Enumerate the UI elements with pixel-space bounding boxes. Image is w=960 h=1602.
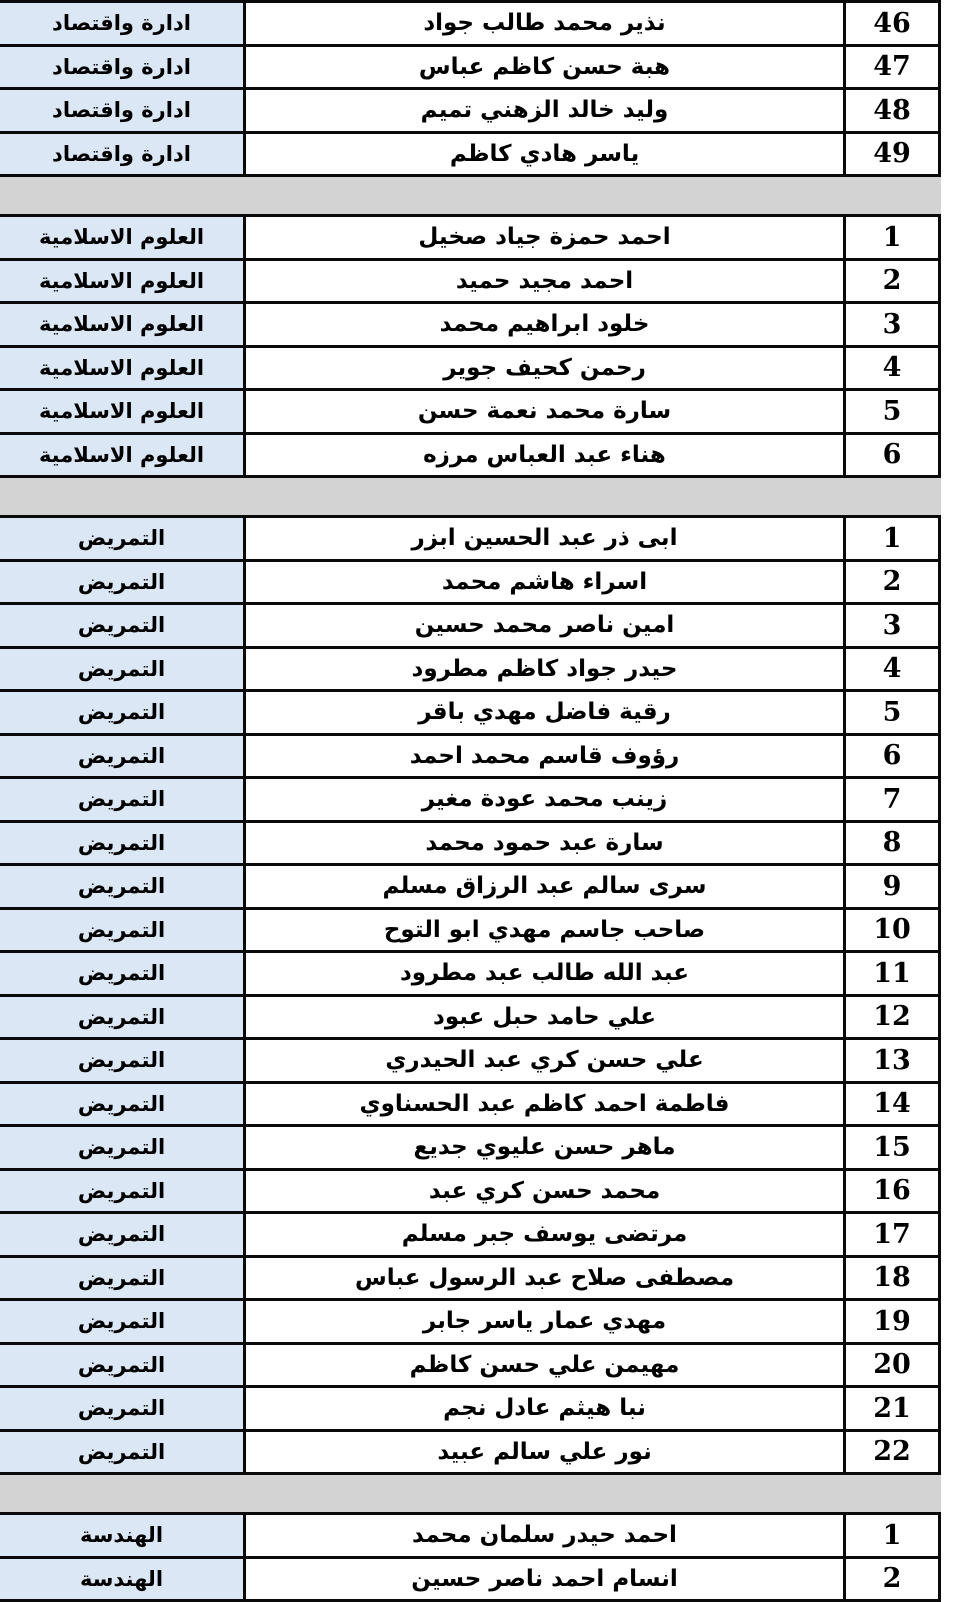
student-name-cell: مهدي عمار ياسر جابر bbox=[246, 1301, 846, 1342]
student-name-cell: مرتضى يوسف جبر مسلم bbox=[246, 1214, 846, 1255]
student-name-cell: ماهر حسن عليوي جديع bbox=[246, 1127, 846, 1168]
row-number-cell: 9 bbox=[846, 866, 941, 907]
table-row bbox=[0, 1515, 941, 1559]
table-row bbox=[0, 3, 941, 47]
student-name-cell: اسراء هاشم محمد bbox=[246, 562, 846, 603]
table-row bbox=[0, 518, 941, 562]
table-row bbox=[0, 90, 941, 134]
student-name-cell: سرى سالم عبد الرزاق مسلم bbox=[246, 866, 846, 907]
student-name-cell: احمد حيدر سلمان محمد bbox=[246, 1515, 846, 1556]
table-row bbox=[0, 1345, 941, 1389]
department-cell: التمريض bbox=[0, 518, 246, 559]
row-number-cell: 13 bbox=[846, 1040, 941, 1081]
student-name-cell: عبد الله طالب عبد مطرود bbox=[246, 953, 846, 994]
department-cell: التمريض bbox=[0, 1040, 246, 1081]
department-cell: التمريض bbox=[0, 779, 246, 820]
student-name-cell: هناء عبد العباس مرزه bbox=[246, 435, 846, 476]
table-row bbox=[0, 910, 941, 954]
department-cell: التمريض bbox=[0, 692, 246, 733]
department-cell: التمريض bbox=[0, 1345, 246, 1386]
table-row bbox=[0, 1388, 941, 1432]
department-cell: التمريض bbox=[0, 1432, 246, 1473]
student-name-cell: احمد مجيد حميد bbox=[246, 261, 846, 302]
row-number-cell: 1 bbox=[846, 518, 941, 559]
table-row bbox=[0, 217, 941, 261]
student-name-cell: انسام احمد ناصر حسين bbox=[246, 1559, 846, 1600]
student-name-cell: سارة محمد نعمة حسن bbox=[246, 391, 846, 432]
table-row bbox=[0, 562, 941, 606]
department-cell: ادارة واقتصاد bbox=[0, 90, 246, 131]
row-number-cell: 2 bbox=[846, 261, 941, 302]
department-cell: العلوم الاسلامية bbox=[0, 391, 246, 432]
student-name-cell: سارة عبد حمود محمد bbox=[246, 823, 846, 864]
table-row bbox=[0, 736, 941, 780]
student-name-cell: مهيمن علي حسن كاظم bbox=[246, 1345, 846, 1386]
student-name-cell: صاحب جاسم مهدي ابو التوح bbox=[246, 910, 846, 951]
row-number-cell: 49 bbox=[846, 134, 941, 175]
row-number-cell: 3 bbox=[846, 605, 941, 646]
table-row bbox=[0, 1214, 941, 1258]
row-number-cell: 2 bbox=[846, 562, 941, 603]
row-number-cell: 12 bbox=[846, 997, 941, 1038]
department-cell: ادارة واقتصاد bbox=[0, 47, 246, 88]
department-cell: الهندسة bbox=[0, 1515, 246, 1556]
row-number-cell: 17 bbox=[846, 1214, 941, 1255]
student-name-cell: نبا هيثم عادل نجم bbox=[246, 1388, 846, 1429]
department-cell: التمريض bbox=[0, 910, 246, 951]
row-number-cell: 4 bbox=[846, 649, 941, 690]
student-name-cell: فاطمة احمد كاظم عبد الحسناوي bbox=[246, 1084, 846, 1125]
department-cell: التمريض bbox=[0, 997, 246, 1038]
row-number-cell: 1 bbox=[846, 217, 941, 258]
department-cell: التمريض bbox=[0, 736, 246, 777]
row-number-cell: 1 bbox=[846, 1515, 941, 1556]
department-cell: ادارة واقتصاد bbox=[0, 134, 246, 175]
department-cell: التمريض bbox=[0, 1084, 246, 1125]
row-number-cell: 16 bbox=[846, 1171, 941, 1212]
table-row bbox=[0, 47, 941, 91]
row-number-cell: 18 bbox=[846, 1258, 941, 1299]
table-row bbox=[0, 997, 941, 1041]
student-name-cell: خلود ابراهيم محمد bbox=[246, 304, 846, 345]
table-row bbox=[0, 348, 941, 392]
section-separator bbox=[0, 177, 941, 217]
student-name-cell: ابى ذر عبد الحسين ابزر bbox=[246, 518, 846, 559]
student-name-cell: امين ناصر محمد حسين bbox=[246, 605, 846, 646]
section-separator bbox=[0, 1475, 941, 1515]
table-row bbox=[0, 1040, 941, 1084]
row-number-cell: 3 bbox=[846, 304, 941, 345]
row-number-cell: 5 bbox=[846, 692, 941, 733]
student-name-cell: علي حامد حبل عبود bbox=[246, 997, 846, 1038]
student-name-cell: رؤوف قاسم محمد احمد bbox=[246, 736, 846, 777]
student-name-cell: نور علي سالم عبيد bbox=[246, 1432, 846, 1473]
table-row bbox=[0, 134, 941, 178]
row-number-cell: 48 bbox=[846, 90, 941, 131]
department-cell: التمريض bbox=[0, 562, 246, 603]
student-name-cell: نذير محمد طالب جواد bbox=[246, 3, 846, 44]
department-cell: التمريض bbox=[0, 605, 246, 646]
table-row bbox=[0, 1559, 941, 1602]
table-row bbox=[0, 304, 941, 348]
department-cell: التمريض bbox=[0, 1214, 246, 1255]
department-cell: التمريض bbox=[0, 1258, 246, 1299]
table-row bbox=[0, 1258, 941, 1302]
row-number-cell: 20 bbox=[846, 1345, 941, 1386]
table-row bbox=[0, 1084, 941, 1128]
department-cell: التمريض bbox=[0, 866, 246, 907]
department-cell: العلوم الاسلامية bbox=[0, 348, 246, 389]
table-row bbox=[0, 953, 941, 997]
table-row bbox=[0, 1432, 941, 1476]
row-number-cell: 10 bbox=[846, 910, 941, 951]
row-number-cell: 22 bbox=[846, 1432, 941, 1473]
row-number-cell: 11 bbox=[846, 953, 941, 994]
table-row bbox=[0, 1127, 941, 1171]
student-name-cell: رقية فاضل مهدي باقر bbox=[246, 692, 846, 733]
student-name-cell: احمد حمزة جياد صخيل bbox=[246, 217, 846, 258]
table-row bbox=[0, 1171, 941, 1215]
table-row bbox=[0, 866, 941, 910]
student-name-cell: هبة حسن كاظم عباس bbox=[246, 47, 846, 88]
department-cell: التمريض bbox=[0, 823, 246, 864]
department-cell: العلوم الاسلامية bbox=[0, 304, 246, 345]
student-name-cell: حيدر جواد كاظم مطرود bbox=[246, 649, 846, 690]
department-cell: التمريض bbox=[0, 953, 246, 994]
row-number-cell: 5 bbox=[846, 391, 941, 432]
student-name-cell: مصطفى صلاح عبد الرسول عباس bbox=[246, 1258, 846, 1299]
department-cell: العلوم الاسلامية bbox=[0, 217, 246, 258]
department-cell: التمريض bbox=[0, 649, 246, 690]
section-separator bbox=[0, 478, 941, 518]
table-row bbox=[0, 692, 941, 736]
department-cell: التمريض bbox=[0, 1171, 246, 1212]
table-row bbox=[0, 391, 941, 435]
table-row bbox=[0, 605, 941, 649]
table-row bbox=[0, 261, 941, 305]
student-name-cell: ياسر هادي كاظم bbox=[246, 134, 846, 175]
table-row bbox=[0, 1301, 941, 1345]
row-number-cell: 19 bbox=[846, 1301, 941, 1342]
department-cell: التمريض bbox=[0, 1388, 246, 1429]
row-number-cell: 21 bbox=[846, 1388, 941, 1429]
department-cell: الهندسة bbox=[0, 1559, 246, 1600]
table-row bbox=[0, 779, 941, 823]
row-number-cell: 6 bbox=[846, 435, 941, 476]
department-cell: العلوم الاسلامية bbox=[0, 261, 246, 302]
row-number-cell: 14 bbox=[846, 1084, 941, 1125]
department-cell: التمريض bbox=[0, 1301, 246, 1342]
student-name-cell: علي حسن كري عبد الحيدري bbox=[246, 1040, 846, 1081]
table-row bbox=[0, 649, 941, 693]
row-number-cell: 15 bbox=[846, 1127, 941, 1168]
row-number-cell: 47 bbox=[846, 47, 941, 88]
department-cell: التمريض bbox=[0, 1127, 246, 1168]
student-name-cell: وليد خالد الزهني تميم bbox=[246, 90, 846, 131]
department-cell: ادارة واقتصاد bbox=[0, 3, 246, 44]
row-number-cell: 8 bbox=[846, 823, 941, 864]
row-number-cell: 7 bbox=[846, 779, 941, 820]
row-number-cell: 46 bbox=[846, 3, 941, 44]
student-name-cell: محمد حسن كري عبد bbox=[246, 1171, 846, 1212]
student-name-cell: زينب محمد عودة مغير bbox=[246, 779, 846, 820]
table-row bbox=[0, 823, 941, 867]
table-row bbox=[0, 435, 941, 479]
row-number-cell: 4 bbox=[846, 348, 941, 389]
student-name-cell: رحمن كحيف جوير bbox=[246, 348, 846, 389]
row-number-cell: 2 bbox=[846, 1559, 941, 1600]
row-number-cell: 6 bbox=[846, 736, 941, 777]
department-cell: العلوم الاسلامية bbox=[0, 435, 246, 476]
